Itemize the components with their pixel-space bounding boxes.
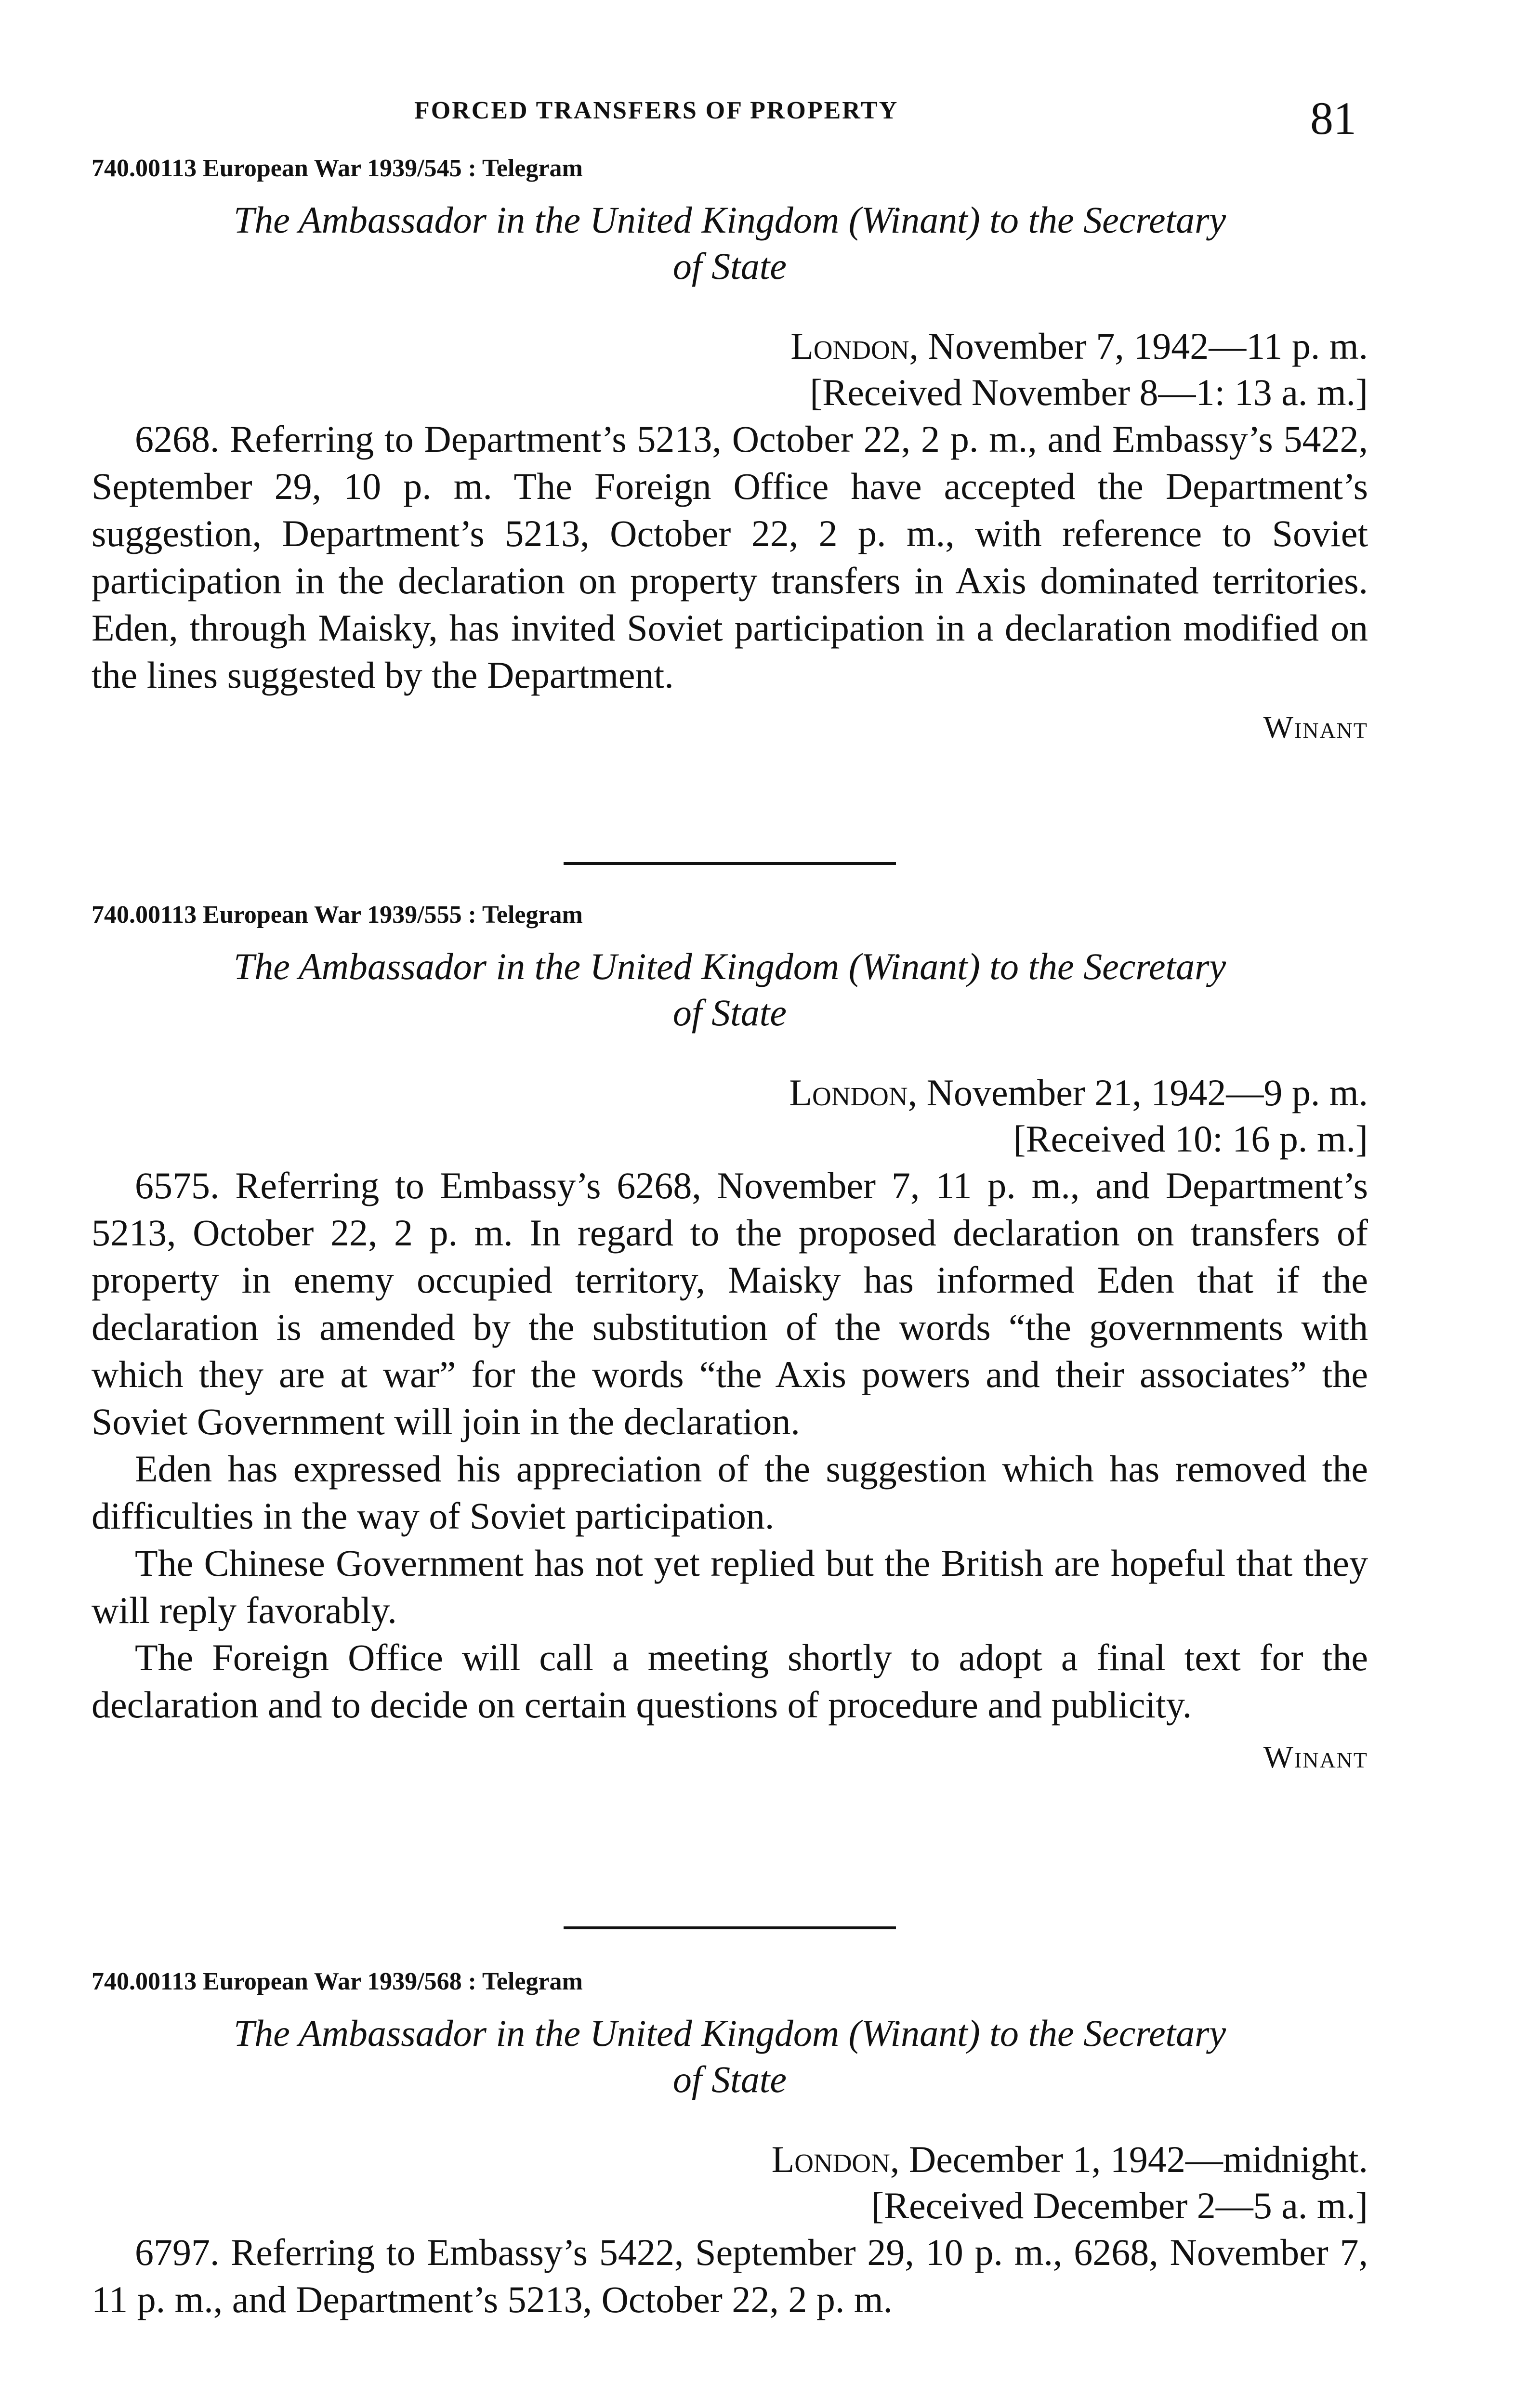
dateline-place: London, [789,1072,918,1113]
body-paragraph: The Chinese Government has not yet replied but the British are hopeful that they will reply favorably. [92,1542,1368,1631]
dateline [92,323,1368,369]
received-line: [Received 10: 16 p. m.] [1013,1118,1368,1160]
file-reference: 740.00113 European War 1939/568 : Telegram [92,1968,583,1995]
body-paragraph: Eden has expressed his appreciation of the suggestion which has removed the difficulties in the way of Soviet participation. [92,1448,1368,1537]
telegram-title [92,2010,1368,2103]
title-line-1: The Ambassador in the United Kingdom (Winant) to the Secretary [233,199,1226,241]
dateline-date: November 21, 1942—9 p. m. [926,1072,1368,1113]
section-divider [564,1926,896,1929]
file-reference: 740.00113 European War 1939/555 : Telegram [92,901,583,929]
body-paragraph: 6575. Referring to Embassy’s 6268, November 7, 11 p. m., and Department’s 5213, October 22, 2 p. m. In regard to the proposed declaration on transfers of property in enemy occupied territory, Maisky has informed Eden that if the declaration is amended by the substitution of the words “the governments with which they are at war” for the words “the Axis powers and their associates” the Soviet Government will join in the declaration. [92,1165,1368,1442]
title-line-2: of State [672,245,787,287]
telegram-title [92,943,1368,1036]
section-divider [564,862,896,865]
body-paragraph: 6268. Referring to Department’s 5213, October 22, 2 p. m., and Embassy’s 5422, September 29, 10 p. m. The Foreign Office have accepted the Department’s suggestion, Department’s 5213, October 22, 2 p. m., with reference to Soviet participation in the declaration on property transfers in Axis dominated territories. Eden, through Maisky, has invited Soviet participation in a declaration modified on the lines suggested by the Department. [92,418,1368,696]
dateline-place: London, [790,325,919,367]
received-line: [Received December 2—5 a. m.] [871,2185,1368,2226]
dateline [92,1070,1368,1116]
telegram-title [92,197,1368,289]
signature: Winant [1263,1740,1368,1775]
title-line-2: of State [672,2058,787,2100]
body-paragraph: The Foreign Office will call a meeting shortly to adopt a final text for the declaration and to decide on certain questions of procedure and publicity. [92,1636,1368,1726]
file-reference: 740.00113 European War 1939/545 : Telegram [92,155,583,182]
dateline-place: London, [771,2138,900,2180]
page-number: 81 [1310,92,1356,144]
telegram-1 [92,154,1368,746]
title-line-2: of State [672,992,787,1034]
telegram-2 [92,901,1368,1776]
body-paragraph: 6797. Referring to Embassy’s 5422, September 29, 10 p. m., 6268, November 7, 11 p. m., and Department’s 5213, October 22, 2 p. m. [92,2231,1368,2320]
signature: Winant [1263,710,1368,745]
dateline-date: November 7, 1942—11 p. m. [928,325,1368,367]
running-head: FORCED TRANSFERS OF PROPERTY [414,97,899,124]
received-line: [Received November 8—1: 13 a. m.] [810,371,1368,413]
dateline [92,2136,1368,2183]
title-line-1: The Ambassador in the United Kingdom (Winant) to the Secretary [233,945,1226,987]
telegram-3 [92,1967,1368,2323]
title-line-1: The Ambassador in the United Kingdom (Winant) to the Secretary [233,2012,1226,2054]
dateline-date: December 1, 1942—midnight. [908,2138,1368,2180]
